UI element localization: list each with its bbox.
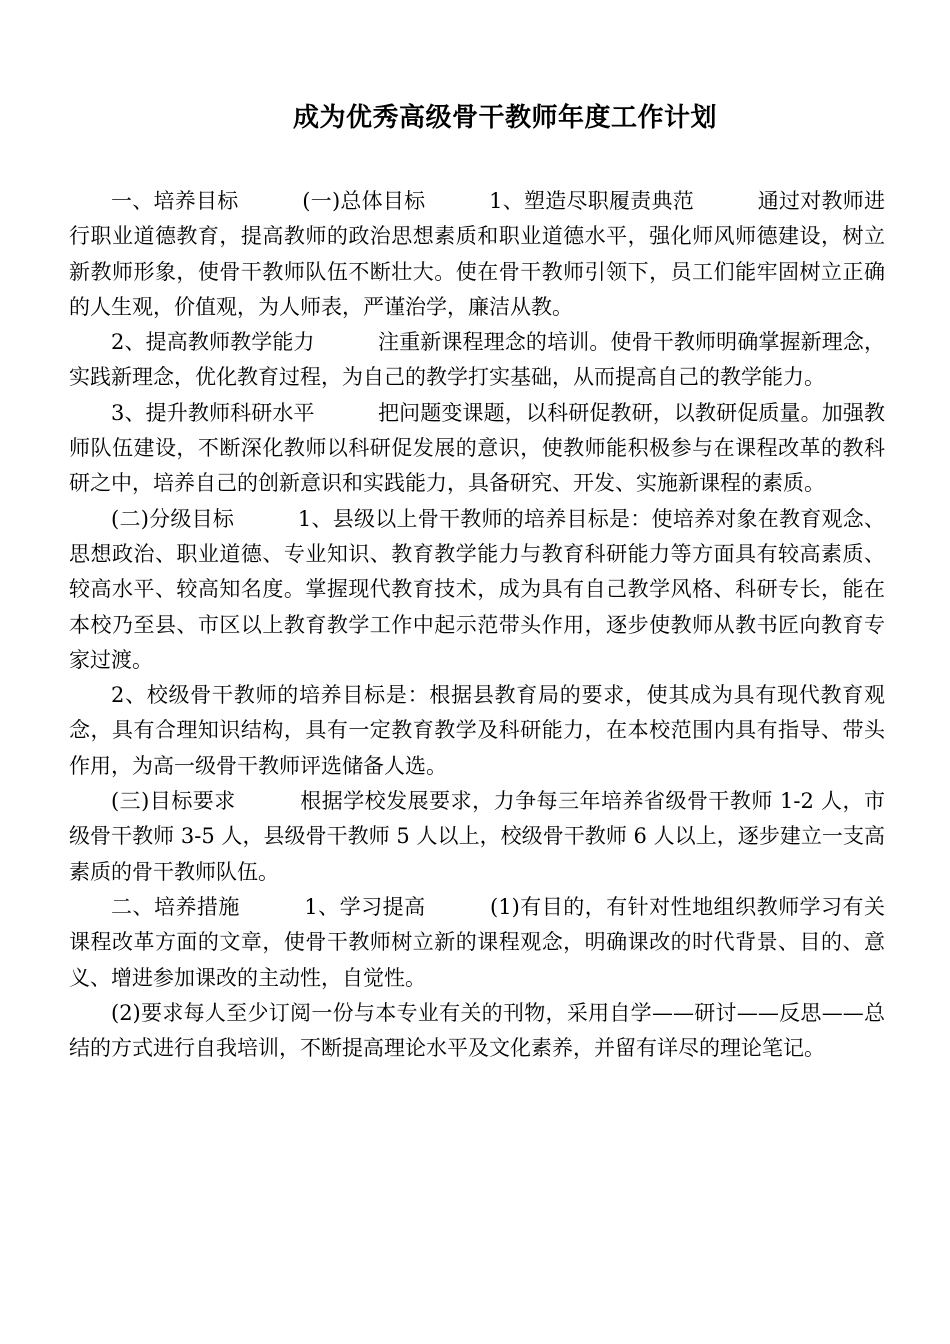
document-body [69,184,885,1066]
paragraph-research-level: 3、提升教师科研水平 把问题变课题，以科研促教研，以教研促质量。加强教师队伍建设，不断深化教师以科研促发展的意识，使教师能积极参与在课程改革的教科研之中，培养自己的创新意识和实践能力，具备研究、开发、实施新课程的素质。 [69,400,885,496]
paragraph-training-measures: 二、培养措施 1、学习提高 (1)有目的，有针对性地组织教师学习有关课程改革方面的文章，使骨干教师树立新的课程观念，明确课改的时代背景、目的、意义、增进参加课改的主动性，自觉性。 [69,894,885,990]
paragraph-school-level-goals: 2、校级骨干教师的培养目标是：根据县教育局的要求，使其成为具有现代教育观念，具有合理知识结构，具有一定教育教学及科研能力，在本校范围内具有指导、带头作用，为高一级骨干教师评选储备人选。 [69,683,885,778]
paragraph-self-study: (2)要求每人至少订阅一份与本专业有关的刊物，采用自学——研讨——反思——总结的方式进行自我培训，不断提高理论水平及文化素养，并留有详尽的理论笔记。 [69,1000,885,1061]
paragraph-training-goals: 一、培养目标 (一)总体目标 1、塑造尽职履责典范 通过对教师进行职业道德教育，提高教师的政治思想素质和职业道德水平，强化师风师德建设，树立新教师形象，使骨干教师队伍不断壮大。使在骨干教师引领下，员工们能牢固树立正确的人生观，价值观，为人师表，严谨治学，廉洁从教。 [69,189,885,319]
paragraph-teaching-ability: 2、提高教师教学能力 注重新课程理念的培训。使骨干教师明确掌握新理念，实践新理念，优化教育过程，为自己的教学打实基础，从而提高自己的教学能力。 [69,330,885,390]
paragraph-graded-goals: (二)分级目标 1、县级以上骨干教师的培养目标是：使培养对象在教育观念、思想政治、职业道德、专业知识、教育教学能力与教育科研能力等方面具有较高素质、较高水平、较高知名度。掌握现代教育技术，成为具有自己教学风格、科研专长，能在本校乃至县、市区以上教育教学工作中起示范带头作用，逐步使教师从教书匠向教育专家过渡。 [69,506,885,672]
paragraph-goal-requirements: (三)目标要求 根据学校发展要求，力争每三年培养省级骨干教师 1-2 人，市级骨干教师 3-5 人，县级骨干教师 5 人以上，校级骨干教师 6 人以上，逐步建立一支高素质的骨干教师队伍。 [69,789,885,884]
document-title: 成为优秀高级骨干教师年度工作计划 [292,103,717,133]
